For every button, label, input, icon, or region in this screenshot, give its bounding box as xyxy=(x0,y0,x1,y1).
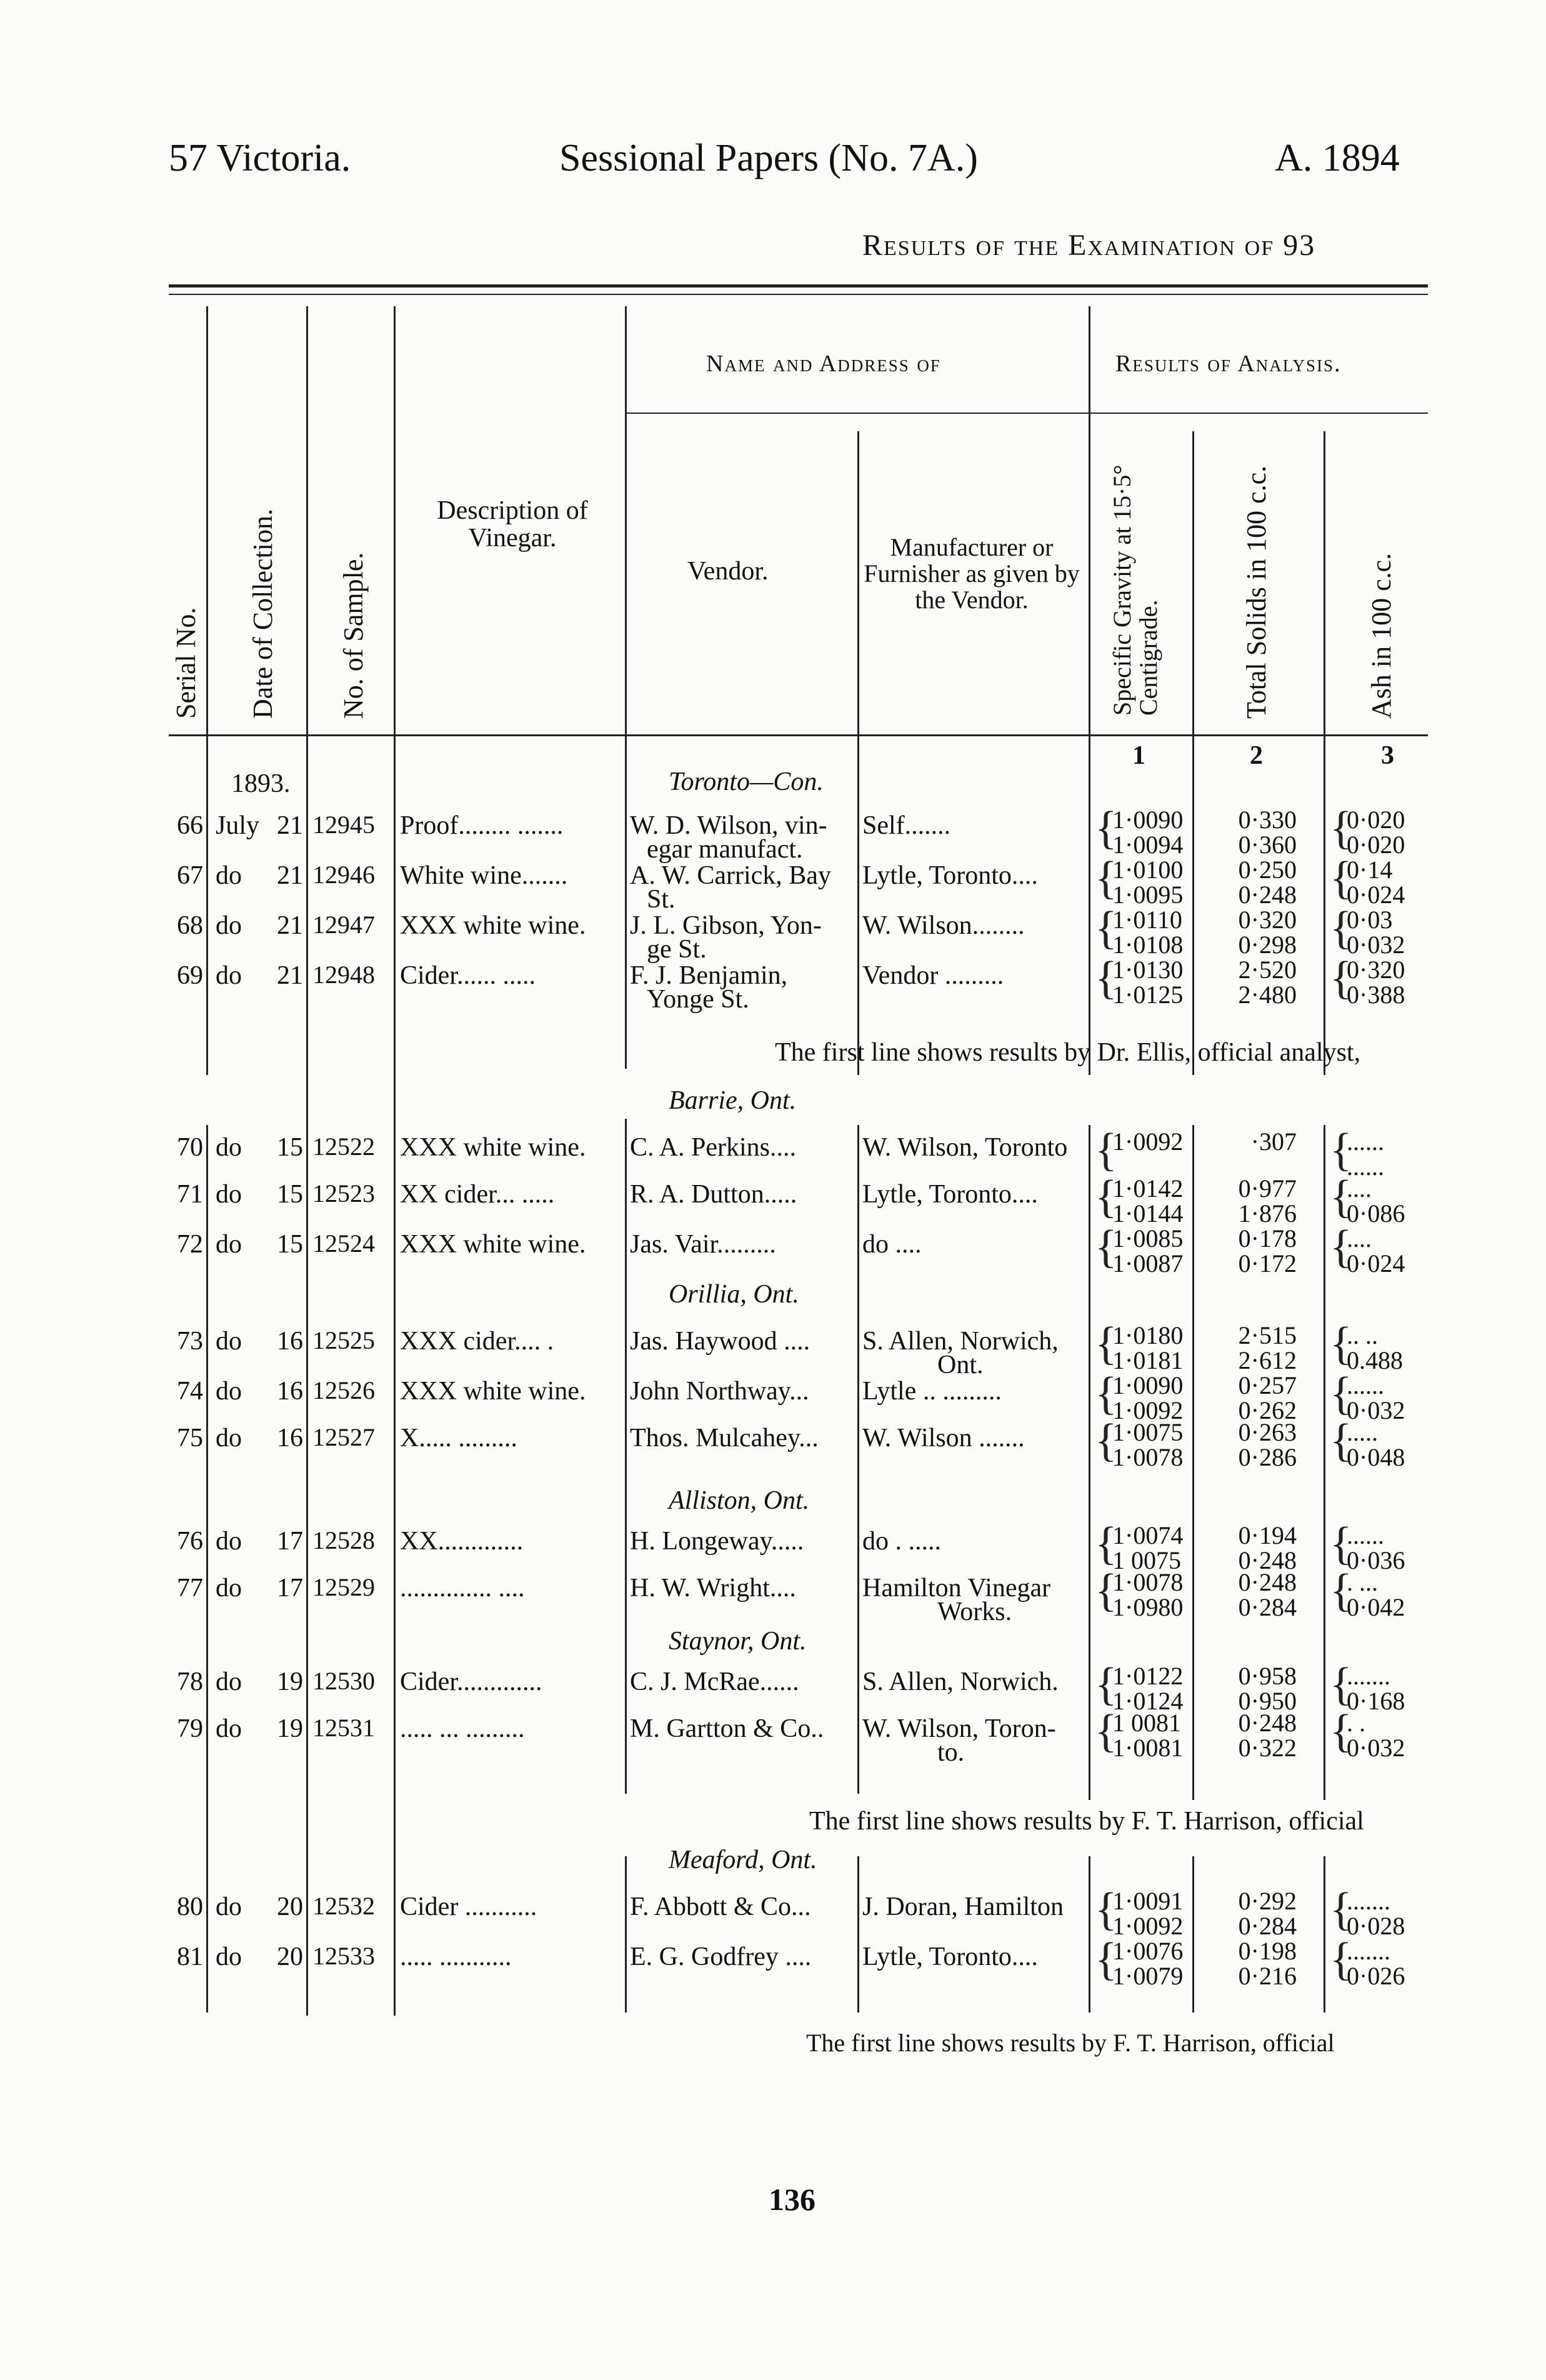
vinegar-description: XXX white wine. xyxy=(400,911,586,940)
manufacturer-name: Hamilton Vinegar xyxy=(862,1574,1051,1602)
gravity-brace: { xyxy=(1095,802,1117,854)
column-header-description: Description of Vinegar. xyxy=(437,496,588,553)
sample-number: 12527 xyxy=(312,1423,375,1451)
ash-second: 0·032 xyxy=(1347,931,1405,959)
manufacturer-name: Lytle, Toronto.... xyxy=(862,1942,1038,1971)
total-solids-second: 0·248 xyxy=(1238,881,1297,909)
vinegar-description: XX cider... ..... xyxy=(400,1180,555,1209)
sample-number: 12525 xyxy=(312,1326,375,1354)
ash-first: 0·320 xyxy=(1347,956,1405,984)
serial-number: 81 xyxy=(177,1942,203,1971)
vendor-name-cont: ge St. xyxy=(647,935,707,964)
serial-number: 72 xyxy=(177,1230,203,1259)
total-solids-first: ·307 xyxy=(1250,1128,1297,1156)
collection-month: do xyxy=(216,1892,242,1921)
total-solids-first: 0·194 xyxy=(1238,1521,1297,1549)
vendor-name: R. A. Dutton..... xyxy=(630,1180,797,1209)
serial-number: 78 xyxy=(177,1668,203,1696)
collection-day: 21 xyxy=(277,961,303,990)
collection-day: 17 xyxy=(277,1527,303,1556)
total-solids-first: 2·515 xyxy=(1238,1321,1297,1349)
vendor-name: Jas. Vair......... xyxy=(630,1230,776,1259)
sample-number: 12945 xyxy=(312,811,375,839)
collection-month: do xyxy=(216,1230,242,1259)
specific-gravity-first: 1·0090 xyxy=(1112,1371,1184,1399)
vendor-name: C. A. Perkins.... xyxy=(630,1133,797,1162)
ash-brace: { xyxy=(1330,902,1352,954)
ash-brace: { xyxy=(1330,1368,1352,1419)
ash-second: 0·032 xyxy=(1347,1734,1405,1762)
total-solids-second: 0·298 xyxy=(1238,931,1297,959)
sample-number: 12946 xyxy=(312,861,375,889)
ash-second: ...... xyxy=(1347,1152,1384,1181)
ash-brace: { xyxy=(1330,1171,1352,1222)
collection-day: 20 xyxy=(277,1892,303,1921)
collection-day: 16 xyxy=(277,1424,303,1452)
year-label: A. 1894 xyxy=(1275,137,1400,179)
manufacturer-name: do . ..... xyxy=(862,1527,941,1556)
specific-gravity-first: 1·0090 xyxy=(1112,806,1184,834)
total-solids-first: 0·257 xyxy=(1238,1371,1297,1399)
specific-gravity-first: 1·0091 xyxy=(1112,1887,1184,1915)
gravity-brace: { xyxy=(1095,1565,1117,1616)
specific-gravity-first: 1·0142 xyxy=(1112,1174,1184,1202)
specific-gravity-first: 1·0075 xyxy=(1112,1418,1184,1446)
gravity-brace: { xyxy=(1095,952,1117,1004)
manufacturer-name: W. Wilson........ xyxy=(862,911,1025,940)
gravity-brace: { xyxy=(1095,1124,1117,1176)
column-header-ash: Ash in 100 c.c. xyxy=(1366,552,1397,719)
sample-number: 12948 xyxy=(312,961,375,989)
specific-gravity-first: 1·0180 xyxy=(1112,1321,1184,1349)
serial-number: 69 xyxy=(177,961,203,990)
total-solids-second: 2·480 xyxy=(1238,981,1297,1009)
vinegar-description: XXX white wine. xyxy=(400,1230,586,1259)
ash-first: ...... xyxy=(1347,1371,1384,1399)
ash-second: 0·036 xyxy=(1347,1546,1405,1574)
ash-second: 0·026 xyxy=(1347,1962,1405,1990)
specific-gravity-second: 1·0181 xyxy=(1112,1346,1184,1374)
ash-first: ....... xyxy=(1347,1937,1390,1965)
total-solids-first: 0·292 xyxy=(1238,1887,1297,1915)
serial-number: 77 xyxy=(177,1574,203,1602)
ash-first: .... xyxy=(1347,1224,1372,1252)
serial-number: 66 xyxy=(177,811,203,840)
sample-number: 12531 xyxy=(312,1714,375,1742)
place-heading: Toronto—Con. xyxy=(669,768,824,796)
session-label: 57 Victoria. xyxy=(169,137,351,179)
ash-second: 0·042 xyxy=(1347,1593,1405,1621)
vendor-name: W. D. Wilson, vin- xyxy=(630,811,827,840)
note-ellis: The first line shows results by Dr. Ellis, official analyst, xyxy=(775,1038,1361,1067)
gravity-brace: { xyxy=(1095,1659,1117,1710)
column-number-3: 3 xyxy=(1381,741,1394,770)
ash-first: 0·020 xyxy=(1347,806,1405,834)
vinegar-description: XXX white wine. xyxy=(400,1377,586,1406)
manufacturer-name: S. Allen, Norwich. xyxy=(862,1668,1059,1696)
serial-number: 74 xyxy=(177,1377,203,1406)
vendor-name: Thos. Mulcahey... xyxy=(630,1424,819,1452)
total-solids-first: 0·178 xyxy=(1238,1224,1297,1252)
total-solids-first: 0·248 xyxy=(1238,1709,1297,1737)
ash-first: ..... xyxy=(1347,1418,1378,1446)
ash-second: 0·020 xyxy=(1347,831,1405,859)
total-solids-second: 2·612 xyxy=(1238,1346,1297,1374)
ash-brace: { xyxy=(1330,1659,1352,1710)
collection-month: July xyxy=(216,811,260,840)
ash-first: ...... xyxy=(1347,1521,1384,1549)
total-solids-first: 0·320 xyxy=(1238,906,1297,934)
collection-month: do xyxy=(216,1424,242,1452)
ash-second: 0·024 xyxy=(1347,881,1405,909)
collection-month: do xyxy=(216,1574,242,1602)
ash-brace: { xyxy=(1330,1518,1352,1569)
total-solids-second: 0·172 xyxy=(1238,1249,1297,1278)
vendor-name: J. L. Gibson, Yon- xyxy=(630,911,822,940)
specific-gravity-first: 1·0100 xyxy=(1112,856,1184,884)
collection-day: 15 xyxy=(277,1230,303,1259)
ash-brace: { xyxy=(1330,1884,1352,1935)
specific-gravity-second: 1·0095 xyxy=(1112,881,1184,909)
specific-gravity-first: 1·0092 xyxy=(1112,1128,1184,1156)
manufacturer-name: J. Doran, Hamilton xyxy=(862,1892,1064,1921)
ash-second: 0·028 xyxy=(1347,1912,1405,1940)
total-solids-first: 0·198 xyxy=(1238,1937,1297,1965)
vendor-name: A. W. Carrick, Bay xyxy=(630,861,831,890)
collection-day: 21 xyxy=(277,911,303,940)
collection-day: 16 xyxy=(277,1377,303,1406)
top-rule-thick xyxy=(169,284,1428,288)
column-header-manufacturer: Manufacturer or Furnisher as given by the Vendor. xyxy=(864,533,1080,614)
specific-gravity-second: 1·0144 xyxy=(1112,1199,1184,1228)
collection-day: 20 xyxy=(277,1942,303,1971)
total-solids-second: 0·284 xyxy=(1238,1912,1297,1940)
gravity-brace: { xyxy=(1095,1934,1117,1985)
specific-gravity-second: 1·0124 xyxy=(1112,1687,1184,1715)
serial-number: 73 xyxy=(177,1327,203,1356)
specific-gravity-first: 1·0130 xyxy=(1112,956,1184,984)
vendor-name-cont: Yonge St. xyxy=(647,985,749,1014)
total-solids-first: 2·520 xyxy=(1238,956,1297,984)
ash-first: .... xyxy=(1347,1174,1372,1202)
serial-number: 71 xyxy=(177,1180,203,1209)
vendor-name-cont: egar manufact. xyxy=(647,835,803,864)
ash-first: ....... xyxy=(1347,1662,1390,1690)
specific-gravity-first: 1·0085 xyxy=(1112,1224,1184,1252)
specific-gravity-second: 1·0081 xyxy=(1112,1734,1184,1762)
manufacturer-name: W. Wilson ....... xyxy=(862,1424,1025,1452)
vendor-name: E. G. Godfrey .... xyxy=(630,1942,812,1971)
total-solids-second: 1·876 xyxy=(1238,1199,1297,1228)
total-solids-first: 0·958 xyxy=(1238,1662,1297,1690)
specific-gravity-second: 1·0078 xyxy=(1112,1443,1184,1471)
total-solids-first: 0·250 xyxy=(1238,856,1297,884)
ash-first: ....... xyxy=(1347,1887,1390,1915)
ash-second: 0·032 xyxy=(1347,1396,1405,1424)
ash-brace: { xyxy=(1330,1221,1352,1272)
note-harrison-2: The first line shows results by F. T. Harrison, official xyxy=(806,2029,1335,2057)
specific-gravity-first: 1 0081 xyxy=(1112,1709,1181,1737)
serial-number: 76 xyxy=(177,1527,203,1556)
specific-gravity-second: 1·0108 xyxy=(1112,931,1184,959)
sessional-papers-label: Sessional Papers (No. 7A.) xyxy=(559,137,978,179)
specific-gravity-second: 1 0075 xyxy=(1112,1546,1181,1574)
collection-month: do xyxy=(216,1133,242,1162)
collection-month: do xyxy=(216,1527,242,1556)
vinegar-description: ..... ... ......... xyxy=(400,1714,525,1743)
vinegar-description: Cider ........... xyxy=(400,1892,537,1921)
ash-first: . . xyxy=(1347,1709,1365,1737)
place-heading: Barrie, Ont. xyxy=(669,1086,797,1115)
table-title: Results of the Examination of 93 xyxy=(862,229,1316,262)
serial-number: 68 xyxy=(177,911,203,940)
vendor-name: C. J. McRae...... xyxy=(630,1668,799,1696)
collection-month: do xyxy=(216,1180,242,1209)
specific-gravity-second: 1·0094 xyxy=(1112,831,1184,859)
manufacturer-name: S. Allen, Norwich, xyxy=(862,1327,1059,1356)
column-number-2: 2 xyxy=(1250,741,1263,770)
page-number: 136 xyxy=(769,2182,815,2217)
vinegar-description: ..... ........... xyxy=(400,1942,512,1971)
ash-first: . ... xyxy=(1347,1568,1378,1596)
total-solids-second: 0·248 xyxy=(1238,1546,1297,1574)
vinegar-description: XXX white wine. xyxy=(400,1133,586,1162)
column-header-solids: Total Solids in 100 c.c. xyxy=(1241,465,1272,719)
sample-number: 12530 xyxy=(312,1667,375,1695)
sample-number: 12523 xyxy=(312,1179,375,1208)
ash-brace: { xyxy=(1330,1934,1352,1985)
vendor-name: M. Gartton & Co.. xyxy=(630,1714,824,1743)
serial-number: 80 xyxy=(177,1892,203,1921)
ash-brace: { xyxy=(1330,802,1352,854)
specific-gravity-first: 1·0078 xyxy=(1112,1568,1184,1596)
specific-gravity-second: 1·0092 xyxy=(1112,1396,1184,1424)
column-header-serial: Serial No. xyxy=(171,607,201,719)
total-solids-second: 0·322 xyxy=(1238,1734,1297,1762)
ash-second: 0·024 xyxy=(1347,1249,1405,1278)
column-header-gravity: Specific Gravity at 15·5° Centigrade. xyxy=(1108,464,1162,716)
vinegar-description: White wine....... xyxy=(400,861,568,890)
specific-gravity-first: 1·0074 xyxy=(1112,1521,1184,1549)
collection-day: 15 xyxy=(277,1133,303,1162)
column-header-name-group: Name and Address of xyxy=(706,351,941,377)
sample-number: 12532 xyxy=(312,1892,375,1920)
place-heading: Meaford, Ont. xyxy=(669,1846,817,1874)
gravity-brace: { xyxy=(1095,1221,1117,1272)
total-solids-first: 0·248 xyxy=(1238,1568,1297,1596)
sample-number: 12529 xyxy=(312,1573,375,1601)
column-header-sample: No. of Sample. xyxy=(338,552,369,719)
specific-gravity-second: 1·0092 xyxy=(1112,1912,1184,1940)
column-header-date: Date of Collection. xyxy=(247,508,278,719)
place-heading: Staynor, Ont. xyxy=(669,1627,807,1656)
vendor-name: John Northway... xyxy=(630,1377,809,1406)
gravity-brace: { xyxy=(1095,902,1117,954)
sample-number: 12526 xyxy=(312,1376,375,1404)
manufacturer-name: do .... xyxy=(862,1230,922,1259)
ash-first: 0·03 xyxy=(1347,906,1393,934)
manufacturer-name: W. Wilson, Toronto xyxy=(862,1133,1068,1162)
total-solids-second: 0·286 xyxy=(1238,1443,1297,1471)
ash-first: ...... xyxy=(1347,1128,1384,1156)
ash-first: 0·14 xyxy=(1347,856,1393,884)
vinegar-description: X..... ......... xyxy=(400,1424,517,1452)
place-heading: Alliston, Ont. xyxy=(669,1486,810,1515)
specific-gravity-first: 1·0110 xyxy=(1112,906,1182,934)
vendor-name-cont: St. xyxy=(647,885,676,914)
gravity-brace: { xyxy=(1095,1415,1117,1466)
collection-day: 16 xyxy=(277,1327,303,1356)
serial-number: 75 xyxy=(177,1424,203,1452)
total-solids-second: 0·284 xyxy=(1238,1593,1297,1621)
specific-gravity-second: 1·0125 xyxy=(1112,981,1184,1009)
collection-day: 17 xyxy=(277,1574,303,1602)
vendor-name: H. Longeway..... xyxy=(630,1527,804,1556)
manufacturer-name-cont: Works. xyxy=(937,1598,1012,1626)
manufacturer-name-cont: Ont. xyxy=(937,1351,984,1379)
column-number-1: 1 xyxy=(1132,741,1145,770)
manufacturer-name: Self....... xyxy=(862,811,951,840)
year-1893: 1893. xyxy=(231,769,291,798)
ash-brace: { xyxy=(1330,1124,1352,1176)
vinegar-description: Proof........ ....... xyxy=(400,811,564,840)
ash-brace: { xyxy=(1330,1706,1352,1757)
ash-brace: { xyxy=(1330,1415,1352,1466)
collection-month: do xyxy=(216,1714,242,1743)
collection-day: 15 xyxy=(277,1180,303,1209)
vendor-name: F. Abbott & Co... xyxy=(630,1892,811,1921)
serial-number: 79 xyxy=(177,1714,203,1743)
specific-gravity-second: 1·0079 xyxy=(1112,1962,1184,1990)
sample-number: 12524 xyxy=(312,1229,375,1258)
gravity-brace: { xyxy=(1095,1368,1117,1419)
ash-second: 0·168 xyxy=(1347,1687,1405,1715)
ash-second: 0·388 xyxy=(1347,981,1405,1009)
collection-month: do xyxy=(216,1377,242,1406)
vinegar-description: Cider............. xyxy=(400,1668,542,1696)
gravity-brace: { xyxy=(1095,1884,1117,1935)
ash-brace: { xyxy=(1330,852,1352,904)
total-solids-second: 0·216 xyxy=(1238,1962,1297,1990)
collection-day: 19 xyxy=(277,1714,303,1743)
serial-number: 70 xyxy=(177,1133,203,1162)
specific-gravity-first: 1·0076 xyxy=(1112,1937,1184,1965)
manufacturer-name-cont: to. xyxy=(937,1738,965,1767)
manufacturer-name: Vendor ......... xyxy=(862,961,1004,990)
note-harrison-1: The first line shows results by F. T. Harrison, official xyxy=(809,1807,1364,1836)
sample-number: 12533 xyxy=(312,1942,375,1970)
collection-day: 21 xyxy=(277,811,303,840)
column-header-results-group: Results of Analysis. xyxy=(1115,351,1342,377)
sample-number: 12947 xyxy=(312,911,375,939)
gravity-brace: { xyxy=(1095,852,1117,904)
specific-gravity-first: 1·0122 xyxy=(1112,1662,1184,1690)
collection-day: 19 xyxy=(277,1668,303,1696)
manufacturer-name: Lytle, Toronto.... xyxy=(862,1180,1038,1209)
collection-month: do xyxy=(216,1668,242,1696)
total-solids-second: 0·262 xyxy=(1238,1396,1297,1424)
gravity-brace: { xyxy=(1095,1706,1117,1757)
gravity-brace: { xyxy=(1095,1171,1117,1222)
place-heading: Orillia, Ont. xyxy=(669,1280,799,1309)
total-solids-first: 0·330 xyxy=(1238,806,1297,834)
manufacturer-name: W. Wilson, Toron- xyxy=(862,1714,1056,1743)
collection-month: do xyxy=(216,911,242,940)
vendor-name: F. J. Benjamin, xyxy=(630,961,788,990)
ash-brace: { xyxy=(1330,1565,1352,1616)
sample-number: 12522 xyxy=(312,1132,375,1161)
ash-second: 0.488 xyxy=(1347,1346,1403,1374)
sample-number: 12528 xyxy=(312,1526,375,1554)
total-solids-first: 0·263 xyxy=(1238,1418,1297,1446)
column-header-vendor: Vendor. xyxy=(687,557,769,586)
collection-day: 21 xyxy=(277,861,303,890)
serial-number: 67 xyxy=(177,861,203,890)
specific-gravity-second: 1·0087 xyxy=(1112,1249,1184,1278)
ash-second: 0·048 xyxy=(1347,1443,1405,1471)
vendor-name: Jas. Haywood .... xyxy=(630,1327,810,1356)
ash-first: .. .. xyxy=(1347,1321,1378,1349)
vinegar-description: XXX cider.... . xyxy=(400,1327,554,1356)
gravity-brace: { xyxy=(1095,1518,1117,1569)
specific-gravity-second: 1·0980 xyxy=(1112,1593,1184,1621)
manufacturer-name: Lytle, Toronto.... xyxy=(862,861,1038,890)
total-solids-second: 0·950 xyxy=(1238,1687,1297,1715)
collection-month: do xyxy=(216,861,242,890)
vinegar-description: .............. .... xyxy=(400,1574,525,1602)
ash-brace: { xyxy=(1330,1318,1352,1369)
top-rule-thin xyxy=(169,294,1428,295)
collection-month: do xyxy=(216,961,242,990)
gravity-brace: { xyxy=(1095,1318,1117,1369)
vinegar-description: XX............. xyxy=(400,1527,524,1556)
vinegar-description: Cider...... ..... xyxy=(400,961,536,990)
collection-month: do xyxy=(216,1327,242,1356)
ash-second: 0·086 xyxy=(1347,1199,1405,1228)
collection-month: do xyxy=(216,1942,242,1971)
vendor-name: H. W. Wright.... xyxy=(630,1574,796,1602)
manufacturer-name: Lytle .. ......... xyxy=(862,1377,1002,1406)
ash-brace: { xyxy=(1330,952,1352,1004)
total-solids-first: 0·977 xyxy=(1238,1174,1297,1202)
total-solids-second: 0·360 xyxy=(1238,831,1297,859)
